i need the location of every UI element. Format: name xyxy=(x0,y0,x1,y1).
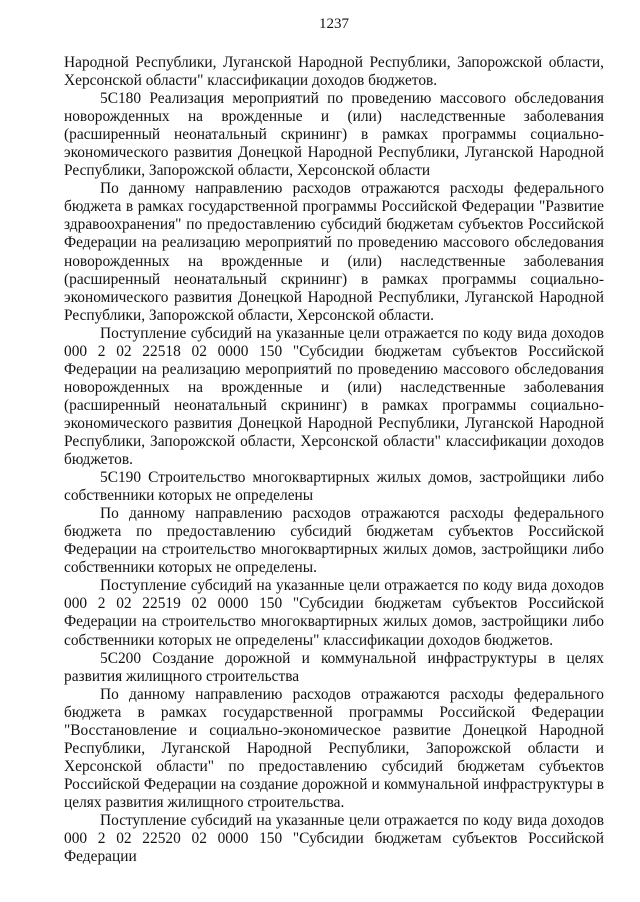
paragraph-income-code-22520: Поступление субсидий на указанные цели отражается по коду вида доходов 000 2 02 22520 02 0000 150 "Субсидии бюджетам субъектов Российской Федерации xyxy=(64,811,604,866)
section-heading-5c180: 5С180 Реализация мероприятий по проведению массового обследования новорожденных на врожденные и (или) наследственные заболевания (расширенный неонатальный скрининг) в рамках программы социально-экономического развития Донецкой Народной Республики, Луганской Народной Республики, Запорожской области, Херсонской области xyxy=(64,90,604,180)
paragraph-income-code-22519: Поступление субсидий на указанные цели отражается по коду вида доходов 000 2 02 22519 02 0000 150 "Субсидии бюджетам субъектов Российской Федерации на строительство многоквартирных жилых домов, застройщики либо собственники которых не определены" классификации доходов бюджетов. xyxy=(64,577,604,649)
document-page xyxy=(64,14,604,866)
section-heading-5c190: 5С190 Строительство многоквартирных жилых домов, застройщики либо собственники которых не определены xyxy=(64,469,604,505)
paragraph-expenses-5c180: По данному направлению расходов отражаются расходы федерального бюджета в рамках государственной программы Российской Федерации "Развитие здравоохранения" по предоставлению субсидий бюджетам субъектов Российской Федерации на реализацию мероприятий по проведению массового обследования новорожденных на врожденные и (или) наследственные заболевания (расширенный неонатальный скрининг) в рамках программы социально-экономического развития Донецкой Народной Республики, Луганской Народной Республики, Запорожской области, Херсонской области. xyxy=(64,180,604,324)
paragraph-continuation: Народной Республики, Луганской Народной Республики, Запорожской области, Херсонской области" классификации доходов бюджетов. xyxy=(64,54,604,90)
section-heading-5c200: 5С200 Создание дорожной и коммунальной инфраструктуры в целях развития жилищного строительства xyxy=(64,649,604,685)
paragraph-expenses-5c190: По данному направлению расходов отражаются расходы федерального бюджета по предоставлению субсидий бюджетам субъектов Российской Федерации на строительство многоквартирных жилых домов, застройщики либо собственники которых не определены. xyxy=(64,505,604,577)
page-number: 1237 xyxy=(319,16,349,32)
paragraph-income-code-22518: Поступление субсидий на указанные цели отражается по коду вида доходов 000 2 02 22518 02 0000 150 "Субсидии бюджетам субъектов Российской Федерации на реализацию мероприятий по проведению массового обследования новорожденных на врожденные и (или) наследственные заболевания (расширенный неонатальный скрининг) в рамках программы социально-экономического развития Донецкой Народной Республики, Луганской Народной Республики, Запорожской области, Херсонской области" классификации доходов бюджетов. xyxy=(64,324,604,469)
paragraph-expenses-5c200: По данному направлению расходов отражаются расходы федерального бюджета в рамках государственной программы Российской Федерации "Восстановление и социально-экономическое развитие Донецкой Народной Республики, Луганской Народной Республики, Запорожской области и Херсонской области" по предоставлению субсидий бюджетам субъектов Российской Федерации на создание дорожной и коммунальной инфраструктуры в целях развития жилищного строительства. xyxy=(64,685,604,811)
